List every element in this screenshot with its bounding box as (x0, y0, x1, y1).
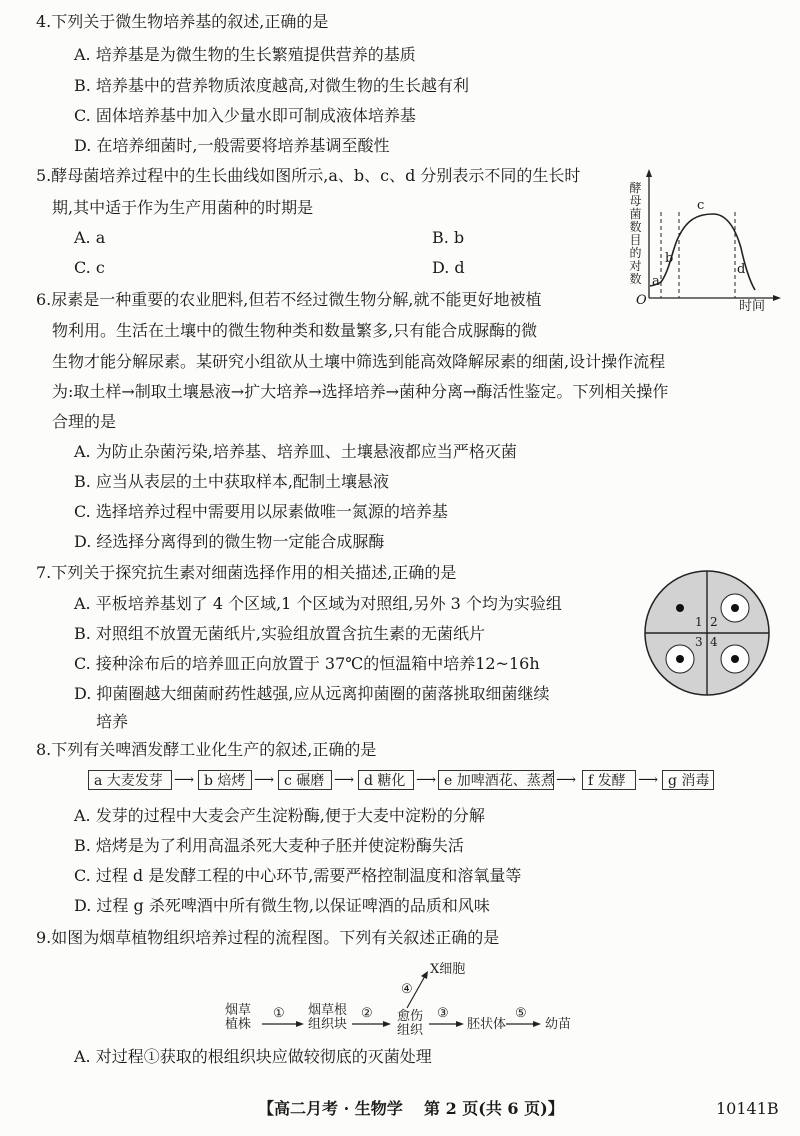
q7-option-b: B. 对照组不放置无菌纸片,实验组放置含抗生素的无菌纸片 (74, 624, 486, 643)
q5-option-b: B. b (432, 228, 465, 247)
node-seedling: 幼苗 (545, 1017, 572, 1032)
q5-option-d: D. d (432, 258, 465, 277)
q5-stem-line1: 5.酵母菌培养过程中的生长曲线如图所示,a、b、c、d 分别表示不同的生长时 (36, 166, 581, 185)
q4-option-d: D. 在培养细菌时,一般需要将培养基调至酸性 (74, 136, 390, 155)
x-axis-arrow (773, 295, 781, 301)
footer-code: 10141B (716, 1099, 779, 1118)
q8-option-a: A. 发芽的过程中大麦会产生淀粉酶,便于大麦中淀粉的分解 (74, 806, 485, 825)
growth-curve-figure (625, 166, 785, 316)
growth-curve-svg (625, 166, 785, 316)
phase-label-d: d (737, 262, 746, 277)
q9-stem: 9.如图为烟草植物组织培养过程的流程图。下列有关叙述正确的是 (36, 928, 500, 947)
q4-option-b: B. 培养基中的营养物质浓度越高,对微生物的生长越有利 (74, 76, 470, 95)
q4-stem: 4.下列关于微生物培养基的叙述,正确的是 (36, 12, 329, 31)
q7-option-d-line2: 培养 (96, 712, 129, 731)
control-paper-disc (676, 604, 684, 612)
tissue-culture-diagram (225, 960, 595, 1040)
q6-option-a: A. 为防止杂菌污染,培养基、培养皿、土壤悬液都应当严格灭菌 (74, 442, 517, 461)
q6-stem-line3: 生物才能分解尿素。某研究小组欲从土壤中筛选到能高效降解尿素的细菌,设计操作流程 (52, 352, 666, 371)
flow-arrow-icon: ⟶ (334, 772, 355, 788)
node-root-tissue-line1: 烟草根 (308, 1003, 348, 1018)
node-tobacco-plant-line2: 植株 (225, 1017, 252, 1032)
footer-title: 【高二月考 · 生物学 (258, 1099, 403, 1118)
footer-page-number: 第 2 页(共 6 页)】 (424, 1099, 564, 1118)
q7-stem: 7.下列关于探究抗生素对细菌选择作用的相关描述,正确的是 (36, 563, 457, 582)
q7-option-d-line1: D. 抑菌圈越大细菌耐药性越强,应从远离抑菌圈的菌落挑取细菌继续 (74, 684, 550, 703)
y-axis-arrow (646, 169, 652, 177)
phase-label-b: b (665, 251, 674, 266)
step-1-label: ① (273, 1006, 285, 1021)
phase-label-c: c (697, 198, 705, 213)
q4-option-a: A. 培养基是为微生物的生长繁殖提供营养的基质 (74, 45, 416, 64)
origin-label: O (636, 293, 647, 308)
q5-option-c: C. c (74, 258, 105, 277)
q8-option-c: C. 过程 d 是发酵工程的中心环节,需要严格控制温度和溶氧量等 (74, 866, 522, 885)
region-label-1: 1 (695, 615, 703, 629)
region-label-4: 4 (710, 635, 718, 649)
petri-plate-figure (642, 568, 772, 698)
step-4-label: ④ (401, 982, 413, 997)
q5-option-a: A. a (74, 228, 106, 247)
antibiotic-disc-4 (731, 655, 739, 663)
q9-option-a: A. 对过程①获取的根组织块应做较彻底的灭菌处理 (74, 1047, 432, 1066)
step-2-label: ② (361, 1006, 373, 1021)
phase-label-a: a (652, 274, 660, 289)
flow-arrow-icon: ⟶ (556, 772, 577, 788)
q8-stem: 8.下列有关啤酒发酵工业化生产的叙述,正确的是 (36, 740, 377, 759)
q7-option-a: A. 平板培养基划了 4 个区域,1 个区域为对照组,另外 3 个均为实验组 (74, 594, 562, 613)
step-3-label: ③ (437, 1006, 449, 1021)
flow-arrow-icon: ⟶ (254, 772, 275, 788)
q6-option-d: D. 经选择分离得到的微生物一定能合成脲酶 (74, 532, 385, 551)
q8-option-d: D. 过程 g 杀死啤酒中所有微生物,以保证啤酒的品质和风味 (74, 896, 490, 915)
region-label-3: 3 (695, 635, 703, 649)
y-axis-label: 酵母菌数目的对数 (629, 181, 642, 286)
q6-stem-line5: 合理的是 (52, 412, 117, 431)
flow-step-a: a 大麦发芽 (88, 770, 172, 790)
q6-stem-line1: 6.尿素是一种重要的农业肥料,但若不经过微生物分解,就不能更好地被植 (36, 290, 542, 309)
flow-step-e: e 加啤酒花、蒸煮 (438, 770, 554, 790)
node-callus-line1: 愈伤 (397, 1009, 424, 1024)
petri-plate-svg (642, 568, 772, 698)
flow-arrow-icon: ⟶ (638, 772, 659, 788)
flow-arrow-icon: ⟶ (174, 772, 195, 788)
q4-option-c: C. 固体培养基中加入少量水即可制成液体培养基 (74, 106, 416, 125)
node-callus-line2: 组织 (397, 1023, 424, 1038)
q8-option-b: B. 焙烤是为了利用高温杀死大麦种子胚并使淀粉酶失活 (74, 836, 464, 855)
flow-arrow-icon: ⟶ (416, 772, 437, 788)
q6-option-c: C. 选择培养过程中需要用以尿素做唯一氮源的培养基 (74, 502, 448, 521)
antibiotic-disc-2 (731, 604, 739, 612)
q5-stem-line2: 期,其中适于作为生产用菌种的时期是 (52, 198, 314, 217)
flow-step-c: c 碾磨 (278, 770, 332, 790)
q6-stem-line4: 为:取土样→制取土壤悬液→扩大培养→选择培养→菌种分离→酶活性鉴定。下列相关操作 (52, 382, 669, 401)
node-embryoid: 胚状体 (467, 1017, 507, 1032)
region-label-2: 2 (710, 615, 718, 629)
flow-step-d: d 糖化 (358, 770, 414, 790)
node-x-cell: X细胞 (430, 962, 466, 977)
q6-stem-line2: 物利用。生活在土壤中的微生物种类和数量繁多,只有能合成脲酶的微 (52, 321, 538, 340)
antibiotic-disc-3 (676, 655, 684, 663)
node-tobacco-plant-line1: 烟草 (225, 1003, 252, 1018)
x-axis-label: 时间 (739, 299, 766, 314)
flow-step-b: b 焙烤 (198, 770, 252, 790)
flow-step-g: g 消毒 (662, 770, 714, 790)
q6-option-b: B. 应当从表层的土中获取样本,配制土壤悬液 (74, 472, 390, 491)
flow-step-f: f 发酵 (582, 770, 636, 790)
node-root-tissue-line2: 组织块 (308, 1017, 348, 1032)
step-5-label: ⑤ (515, 1006, 527, 1021)
q7-option-c: C. 接种涂布后的培养皿正向放置于 37℃的恒温箱中培养12~16h (74, 654, 540, 673)
